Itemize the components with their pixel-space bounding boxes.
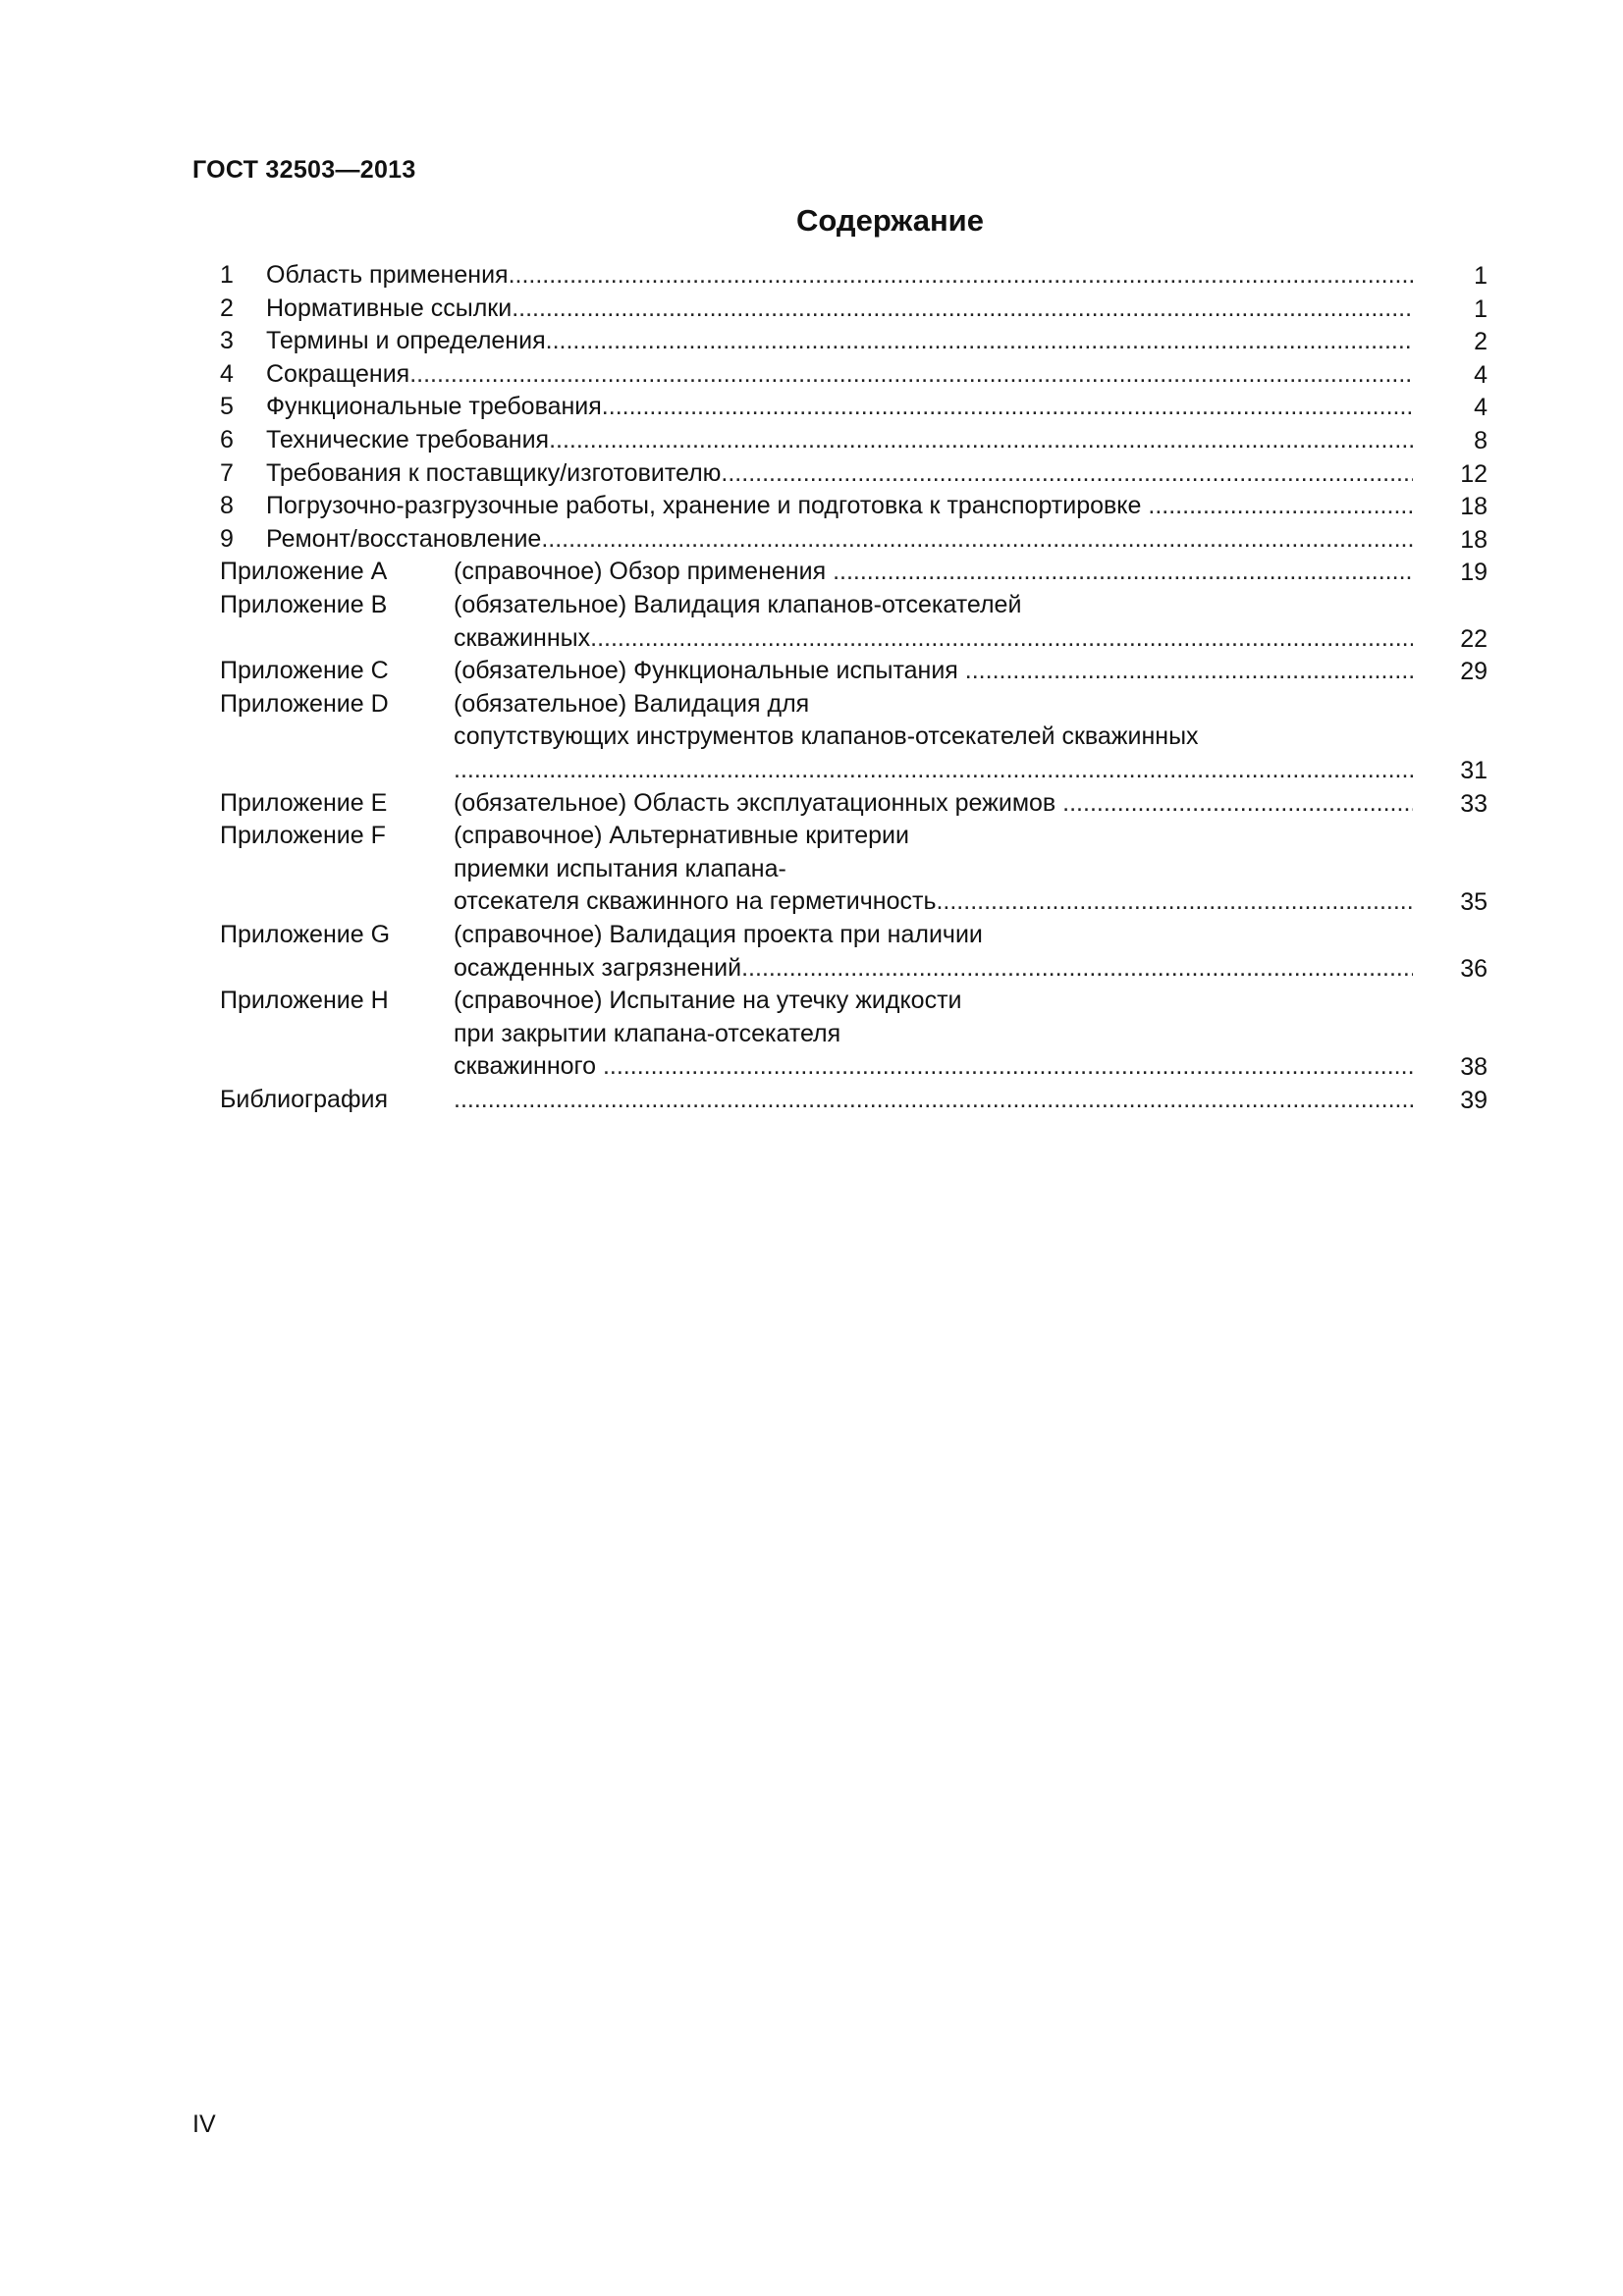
toc-appendix-title: осажденных загрязнений: [454, 953, 742, 982]
toc-appendix: [454, 1017, 1413, 1050]
dot-leader: [509, 258, 1413, 292]
toc-section-number: 9: [220, 524, 234, 553]
toc-appendix-page: 19: [1460, 559, 1488, 587]
toc-section-number: 7: [220, 458, 234, 487]
toc-section-page: 4: [1474, 394, 1488, 422]
dot-leader: [603, 1049, 1413, 1083]
toc-appendix: [454, 852, 1413, 885]
toc-appendix-label: Приложение А: [220, 558, 388, 586]
toc-section-page: 18: [1460, 493, 1488, 521]
toc-section: [266, 390, 1413, 423]
toc-section-page: 1: [1474, 262, 1488, 290]
toc-section-title: Ремонт/восстановление: [266, 524, 542, 553]
toc-appendix-title: (обязательное) Функциональные испытания: [454, 657, 965, 685]
toc-section-page: 1: [1474, 294, 1488, 323]
toc-appendix-title: скважинного: [454, 1052, 603, 1081]
toc-section-number: 6: [220, 426, 234, 454]
toc-section-title: Погрузочно-разгрузочные работы, хранение и подготовка к транспортировке: [266, 492, 1149, 520]
toc-appendix-label: Приложение F: [220, 822, 386, 850]
toc-appendix: [454, 588, 1413, 621]
toc-section: [266, 258, 1413, 292]
toc-appendix-title: при закрытии клапана-отсекателя: [454, 1019, 841, 1047]
toc-appendix-label: Приложение Н: [220, 987, 389, 1015]
toc-section-page: 2: [1474, 328, 1488, 356]
toc-appendix-title: приемки испытания клапана-: [454, 854, 786, 882]
dot-leader: [512, 292, 1413, 325]
dot-leader: [454, 753, 1413, 786]
dot-leader: [1062, 786, 1413, 820]
toc-appendix-title: (обязательное) Область эксплуатационных режимов: [454, 788, 1063, 817]
toc-section: [266, 357, 1413, 391]
toc-appendix: [454, 984, 1413, 1017]
dot-leader: [546, 324, 1413, 357]
toc-appendix-title: (справочное) Обзор применения: [454, 558, 834, 586]
toc-appendix-title: (справочное) Валидация проекта при наличии: [454, 921, 983, 948]
toc-appendix-page: 36: [1460, 954, 1488, 983]
toc-section-page: 8: [1474, 427, 1488, 454]
toc-appendix: [454, 720, 1413, 753]
toc-appendix: [454, 786, 1413, 820]
toc-section-title: Нормативные ссылки: [266, 294, 513, 322]
dot-leader: [965, 654, 1413, 687]
toc-appendix-page: 35: [1460, 888, 1488, 917]
page-number: IV: [192, 2110, 216, 2138]
toc-appendix-page: 29: [1460, 658, 1488, 686]
toc-appendix: [454, 621, 1413, 655]
dot-leader: [721, 456, 1413, 490]
toc-appendix-label: Приложение D: [220, 689, 389, 718]
toc-section-page: 4: [1474, 360, 1488, 389]
document-number: ГОСТ 32503—2013: [192, 156, 416, 184]
toc-appendix-page: 22: [1460, 624, 1488, 653]
toc-section-title: Функциональные требования: [266, 393, 602, 421]
toc-section-page: 12: [1460, 459, 1488, 488]
toc-appendix-label: Приложение С: [220, 657, 389, 685]
toc-appendix-label: Приложение G: [220, 921, 391, 948]
toc-appendix-title: (обязательное) Валидация клапанов-отсекателей: [454, 591, 1022, 618]
dot-leader: [409, 357, 1413, 391]
toc-appendix: [454, 951, 1413, 985]
toc-appendix: [454, 1049, 1413, 1083]
toc-appendix-page: 38: [1460, 1053, 1488, 1082]
dot-leader: [833, 555, 1413, 588]
toc-appendix-page: 33: [1460, 789, 1488, 818]
dot-leader: [936, 884, 1413, 918]
toc-title: Содержание: [796, 203, 984, 238]
toc-appendix-page: 31: [1460, 757, 1488, 784]
toc-appendix: [454, 654, 1413, 687]
toc-section-title: Термины и определения: [266, 327, 546, 355]
toc-appendix-page: 39: [1460, 1087, 1488, 1114]
dot-leader: [454, 1083, 1413, 1116]
toc-appendix: [454, 1083, 1413, 1116]
toc-appendix-title: скважинных: [454, 623, 591, 652]
toc-section-number: 5: [220, 393, 234, 421]
toc-appendix-title: сопутствующих инструментов клапанов-отсекателей скважинных: [454, 722, 1199, 751]
toc-section: [266, 489, 1413, 522]
toc-appendix: [454, 555, 1413, 588]
toc-appendix-title: отсекателя скважинного на герметичность: [454, 887, 937, 916]
toc-section: [266, 456, 1413, 490]
toc-appendix-title: (обязательное) Валидация для: [454, 689, 810, 718]
toc-appendix: [454, 884, 1413, 918]
toc-section: [266, 522, 1413, 556]
toc-section-number: 2: [220, 294, 234, 322]
toc-appendix-title: (справочное) Испытание на утечку жидкости: [454, 987, 962, 1015]
toc-section-title: Требования к поставщику/изготовителю: [266, 458, 722, 487]
toc-section-title: Область применения: [266, 261, 509, 289]
dot-leader: [541, 522, 1413, 556]
toc-appendix: [454, 819, 1413, 852]
toc-section-number: 3: [220, 327, 234, 355]
toc-section: [266, 292, 1413, 325]
dot-leader: [590, 621, 1413, 655]
toc-appendix-label: Приложение В: [220, 591, 388, 618]
toc-section-title: Технические требования: [266, 426, 550, 454]
toc-section-number: 4: [220, 359, 234, 388]
toc-appendix: [454, 687, 1413, 721]
dot-leader: [549, 423, 1413, 456]
toc-section-page: 18: [1460, 525, 1488, 554]
dot-leader: [741, 951, 1413, 985]
toc-section-number: 1: [220, 261, 234, 289]
toc-appendix-title: (справочное) Альтернативные критерии: [454, 822, 909, 850]
dot-leader: [1148, 489, 1413, 522]
toc-appendix: [454, 918, 1413, 951]
dot-leader: [602, 390, 1413, 423]
toc-appendix: [454, 753, 1413, 786]
toc-appendix-label: Приложение Е: [220, 788, 388, 817]
toc-section: [266, 324, 1413, 357]
toc-section-number: 8: [220, 492, 234, 520]
toc-section-title: Сокращения: [266, 359, 410, 388]
toc-section: [266, 423, 1413, 456]
toc-appendix-label: Библиография: [220, 1086, 389, 1113]
